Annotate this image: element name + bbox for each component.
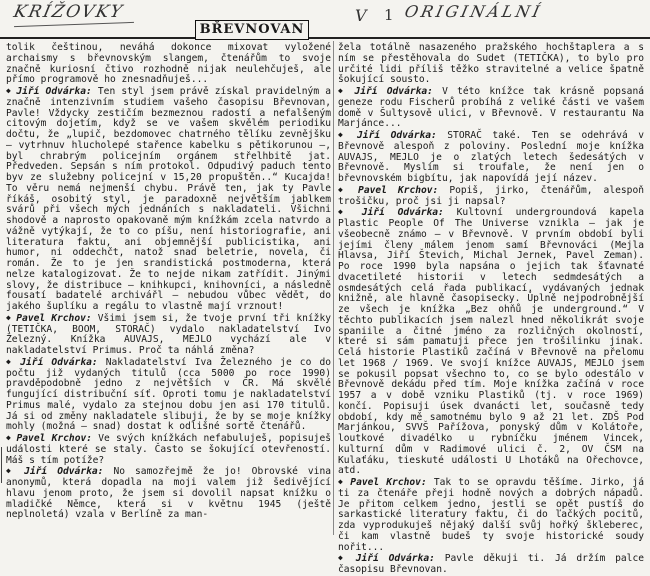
paragraph xyxy=(338,477,644,553)
paragraph xyxy=(338,43,644,86)
diamond-bullet-icon: ◆ xyxy=(6,312,17,322)
paragraph xyxy=(6,43,331,86)
speaker-name: Jiří Odvárka: xyxy=(355,553,435,565)
handwritten-mark: V xyxy=(355,6,367,25)
diamond-bullet-icon: ◆ xyxy=(338,86,355,95)
paragraph xyxy=(6,466,331,521)
paragraph-text: Kultovní undergroundová kapela Plastic People Of The Universe vznikla – jak je všeobecně známo – v Břevnově. V prvním období byli jejími členy málem jenom samí Břevnováci (Mejla Hlavsa, Jiří Števich, Michal Jernek, Pavel Zeman). Po roce 1990 byla napsána o jejich tak šťavnaté dvacetileté historii v letech sedmdesátých a osmdesátých celá řada publikací, vydávaných jednak knižně, ale hlavně časopisecky. Úplně nejpodrobnější ze všech je knížka „Bez ohňů je underground.“ V těchto publikacích jsem nalezl hned několikrát svoje spaniile a čitné jméno za rozličných okolností, které si sám pamatuji přece jen trošilinku jinak. Celá historie Plastiků začíná v Břevnově na přelomu let 1968 / 1969. Ve svojí knížce AUVAJS, MEJLO jsem se pokusil popsat všechno to, co se bylo odestálo v Břevnově dekádu před tím. Moje knížka začíná v roce 1957 a v době vzniku Plastiků (tj. v roce 1969) končí. Popisuji úsek dvanácti let, současně tedy období, kdy mě samotnému bylo 9 až 21 let. ZDŠ Pod Marjánkou, SVVŠ Pařížova, ponyský dům v Kolátoře, loutkové divadélko u rybníčku jménem Vincek, kulturní dům v Radimové ulici č. 2, OV ČSM na Kulaťáku, tieskuté události U Lhotáků na Ořechovce, atd. xyxy=(338,207,644,477)
diamond-bullet-icon: ◆ xyxy=(338,553,356,563)
diamond-bullet-icon: ◆ xyxy=(338,130,358,139)
handwritten-bracket xyxy=(1,447,6,483)
paragraph-text: Ten styl jsem právě získal pravidelným a značně intenzivním studiem vašeho časopisu Břevnovan, Pavle! Vždycky zestičím bezmeznou radostí a nefalšeným citovým dojetím, když se ve vašem skvělém periodiku dočtu, že „lupič, bezdomovec chatrného tělíku zevnějšku – vytrhnuv hlucholepé stařence kabelku s pětikorunou –, byl chrabrým policejním orgánem střelhbitě jat. Předveden. Sepsán s ním protokol. Odpudivý paduch tento byv ze služebny policejní v 15,20 propuštěn..“ Kucajda! To věru nemá nejmenší chybu. Právě ten, jak ty Pavle říkáš, osobitý styl, je paradoxně největším jablkem svárů při všech mých jednáních s nakladateli. Všichni shodově a naprosto opakovaně mým knížkám zcela natvrdo a vážně vytýkají, že to co píšu, není historiografie, ani literatura faktu, ani objemnější publicistika, ani humor, ni oddechčt, natož snad beletrie, novela, či román. Že to je jen srandistická postmoderna, která nelze katalogizovat. Že to nejde nikam zatřídit. Jinými slovy, že distribuce – knihkupci, knihovníci, a následně fousatí badatelé archivářl – nebudou vůbec vědět, do jakého šuplíku a regálu to vlastně mají vrznout! xyxy=(6,86,331,312)
paragraph-text: Tak to se opravdu těšíme. Jirko, já ti za čtenáře přeji hodně nových a dobrých nápadů. Je přitom celkem jedno, jestli se opět pustíš do sarkastické literatury faktu, či do ľačkých pocitů, zda vyprodukuješ nějaký další svůj hořký škleberec, či kam vlastně budeš ty svoje historické soudy nořit... xyxy=(338,477,644,553)
paragraph xyxy=(6,433,331,466)
paragraph xyxy=(338,553,644,576)
masthead: BŘEVNOVAN xyxy=(195,20,309,40)
paragraph xyxy=(338,185,644,208)
paragraph xyxy=(338,207,644,477)
paragraph xyxy=(338,130,644,185)
left-column xyxy=(6,43,331,521)
diamond-bullet-icon: ◆ xyxy=(338,207,362,217)
paragraph-text: tolik češtinou, neváhá dokonce mixovat vyložené archaismy s břevnovským slangem, čtenářům to svoje značně kuriosní čtivo rozhodně nijak neulehčuješ, ale přímo programově ho znesnadňuješ... xyxy=(6,42,331,86)
diamond-bullet-icon: ◆ xyxy=(6,466,25,476)
right-column xyxy=(338,43,644,576)
paragraph xyxy=(6,357,331,433)
paragraph xyxy=(6,313,331,357)
paragraph-text: STORAČ také. Ten se odehrává v Břevnově alespoň z poloviny. Poslední moje knížka AUVAJS, MEJLO je o zlatých letech šedesátých v Břevnově. Myslím si troufale, že není jen o břevnovském bigbítu, jak napovídá její název. xyxy=(338,130,644,184)
header-rule xyxy=(0,37,650,39)
paragraph xyxy=(338,86,644,130)
diamond-bullet-icon: ◆ xyxy=(6,433,17,442)
speaker-name: Pavel Krchov: xyxy=(16,312,92,324)
paragraph-text: Všimi jsem si, že tvoje první tři knížky (TETIČKA, BOOM, STORAČ) vydalo nakladatelství Ivo Železný. Knížka AUVAJS, MEJLO vychází ale v nakladatelství Primus. Proč ta náhlá změna? xyxy=(6,312,331,356)
speaker-name: Jiří Odvárka: xyxy=(16,86,92,97)
speaker-name: Jiří Odvárka: xyxy=(361,207,444,219)
handwritten-number: 1 xyxy=(384,6,394,24)
paragraph-text: Nakladatelství Iva Železného je co do počtu již vydaných titulů (cca 5000 po roce 1990) pravděpodobně jedno z největších v ČR. Má skvělé fungující distribuční síť. Oproti tomu je nakladatelství Primus malé, vydalo za stejnou dobu jen asi 170 titulů. Já si od změny nakladatele slibuji, že by se moje knížky mohly (možná – snad) dostat k odlišné sortě čtenářů. xyxy=(6,356,331,433)
diamond-bullet-icon: ◆ xyxy=(6,86,17,95)
speaker-name: Pavel Krchov: xyxy=(358,184,439,196)
diamond-bullet-icon: ◆ xyxy=(6,356,21,366)
handwritten-note-right: ORIGINÁLNÍ xyxy=(402,2,545,21)
column-divider xyxy=(333,41,334,535)
speaker-name: Pavel Krchov: xyxy=(16,433,93,444)
diamond-bullet-icon: ◆ xyxy=(338,477,351,486)
paragraph-text: No samozřejmě že jo! Obrovské vina anonymů, která dopadla na moji valem již šedivějící hlavu jenom proto, že jsem si dovolil napsat knížku o mladičké Němce, která si v květnu 1945 (ještě neplnoletá) vzala v Berlíně za man- xyxy=(6,466,331,521)
paragraph-text: Popiš, jirko, čtenářům, alespoň trošičku, proč jsi ji napsal? xyxy=(338,184,644,207)
paragraph-text: Pavle děkuji ti. Já držím palce časopisu Břevnovan. xyxy=(338,553,644,575)
paragraph xyxy=(6,86,331,313)
paragraph-text: Ve svých knížkách nefabuluješ, popisuješ události které se staly. Často se šokující otevřeností. Máš s tím potíže? xyxy=(6,433,332,466)
handwritten-underline xyxy=(14,22,134,27)
diamond-bullet-icon: ◆ xyxy=(338,184,359,194)
speaker-name: Pavel Krchov: xyxy=(350,477,427,488)
speaker-name: Jiří Odvárka: xyxy=(354,86,433,97)
paragraph-text: V této knížce tak krásně popsaná geneze rodu Fischerů probíhá z veliké části ve vašem domě v Šultysově ulici, v Břevnově. V restaurantu Na Marjánce... xyxy=(338,86,644,130)
speaker-name: Jiří Odvárka: xyxy=(357,130,437,141)
speaker-name: Jiří Odvárka: xyxy=(24,466,104,478)
handwritten-note-left: KRÍŽOVKY xyxy=(11,2,126,22)
paragraph-text: žela totálně nasazeného pražského hochštaplera a s ním se přestěhovala do Sudet (TETIČKA), to bylo pro určité lidi příliš těžko stravitelné a velice špatně šokující sousto. xyxy=(338,42,644,86)
speaker-name: Jiří Odvárka: xyxy=(20,356,98,368)
